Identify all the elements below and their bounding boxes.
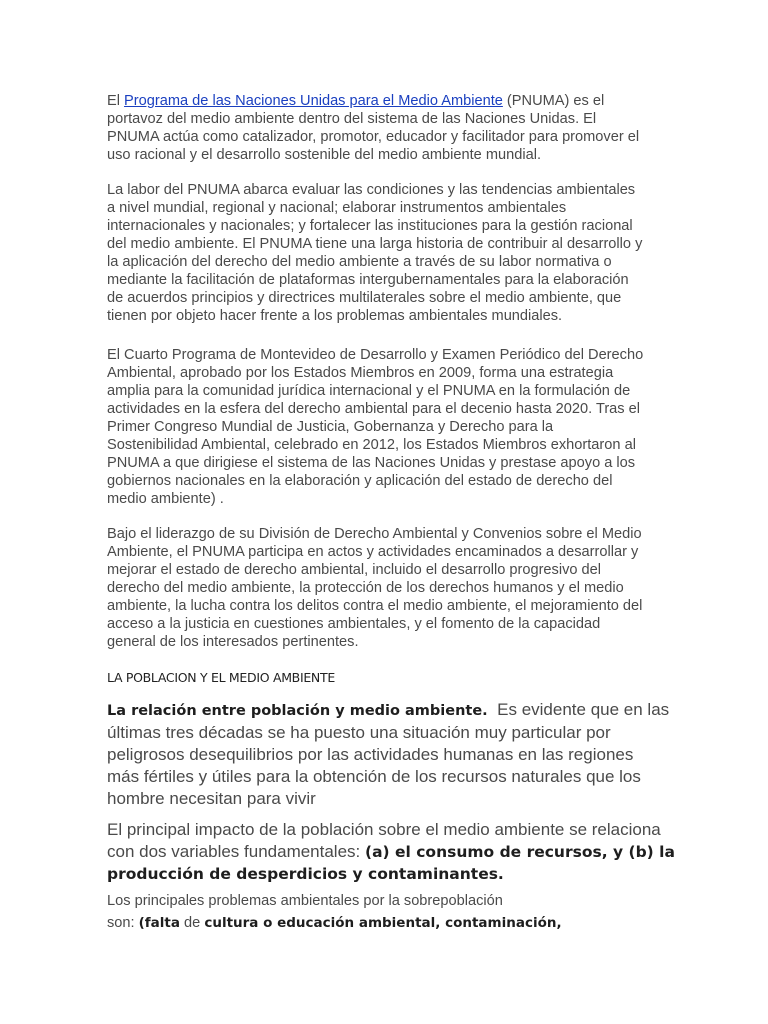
text-line: tienen por objeto hacer frente a los problemas ambientales mundiales. (107, 308, 563, 324)
paragraph-pnuma-intro: El Programa de las Naciones Unidas para el Medio Ambiente (PNUMA) es el portavoz del medio ambiente dentro del sistema de las Naciones Unidas. El PNUMA actúa como catalizador, promotor, educador y facilitador para promover el uso racional y el desarrollo sostenible del medio ambiente mundial. (107, 93, 640, 163)
text-line: derecho del medio ambiente, la protección de los derechos humanos y el medio (107, 580, 624, 596)
text-line: Ambiental, aprobado por los Estados Miembros en 2009, forma una estrategia (107, 365, 614, 381)
text-line: Bajo el liderazgo de su División de Derecho Ambiental y Convenios sobre el Medio (107, 526, 642, 542)
paragraph-relacion: La relación entre población y medio ambiente. Es evidente que en las últimas tres décadas se ha puesto una situación muy particular por peligrosos desequilibrios por las actividades humanas en las regiones más fértiles y útiles para la obtención de los recursos naturales que los hombre necesitan para vivir (107, 700, 670, 808)
text-line: ambiente, la lucha contra los delitos contra el medio ambiente, el mejoramiento del (107, 598, 643, 614)
text-line: actividades en la esfera del derecho ambiental para el decenio hasta 2020. Tras el (107, 401, 641, 417)
paragraph-montevideo (107, 346, 643, 508)
text-line: El Cuarto Programa de Montevideo de Desarrollo y Examen Periódico del Derecho (107, 347, 644, 363)
text-line: Primer Congreso Mundial de Justicia, Gobernanza y Derecho para la (107, 419, 554, 435)
text-line: la aplicación del derecho del medio ambiente a través de su labor normativa o (107, 254, 612, 270)
section-heading: LA POBLACION Y EL MEDIO AMBIENTE (107, 670, 335, 685)
text-line: amplia para la comunidad jurídica internacional y el PNUMA en la formulación de (107, 383, 631, 399)
text-line: acceso a la justicia en cuestiones ambientales, y el fomento de la capacidad (107, 616, 601, 632)
paragraph-problemas: Los principales problemas ambientales por la sobrepoblación son: (falta de cultura o educación ambiental, contaminación, (107, 893, 562, 931)
paragraph-liderazgo (107, 525, 642, 651)
text-line: Sostenibilidad Ambiental, celebrado en 2012, los Estados Miembros exhortaron al (107, 437, 636, 453)
text-line: del medio ambiente. El PNUMA tiene una larga historia de contribuir al desarrollo y (107, 236, 643, 252)
text-line: mejorar el estado de derecho ambiental, incluido el desarrollo progresivo del (107, 562, 602, 578)
text-line: Ambiente, el PNUMA participa en actos y actividades encaminados a desarrollar y (107, 544, 639, 560)
text-line: La labor del PNUMA abarca evaluar las condiciones y las tendencias ambientales (107, 182, 636, 198)
text-line: a nivel mundial, regional y nacional; elaborar instrumentos ambientales (107, 200, 567, 216)
paragraph-impacto: El principal impacto de la población sobre el medio ambiente se relaciona con dos variables fundamentales: (a) el consumo de recursos, y (b) la producción de desperdicios y contaminantes. (107, 820, 675, 883)
text-line: medio ambiente) . (107, 491, 224, 507)
pnuma-link[interactable]: Programa de las Naciones Unidas para el Medio Ambiente (124, 93, 503, 109)
text-line: PNUMA a que dirigiese el sistema de las Naciones Unidas y prestase apoyo a los (107, 455, 636, 471)
text-line: mediante la facilitación de plataformas intergubernamentales para la elaboración (107, 272, 629, 288)
text-line: internacionales y nacionales; y fortalecer las instituciones para la gestión racional (107, 218, 633, 234)
text-line: de acuerdos principios y directrices multilaterales sobre el medio ambiente, que (107, 290, 622, 306)
text-line: general de los interesados pertinentes. (107, 634, 359, 650)
paragraph-pnuma-labor (107, 181, 642, 325)
text-line: gobiernos nacionales en la elaboración y aplicación del estado de derecho del (107, 473, 613, 489)
